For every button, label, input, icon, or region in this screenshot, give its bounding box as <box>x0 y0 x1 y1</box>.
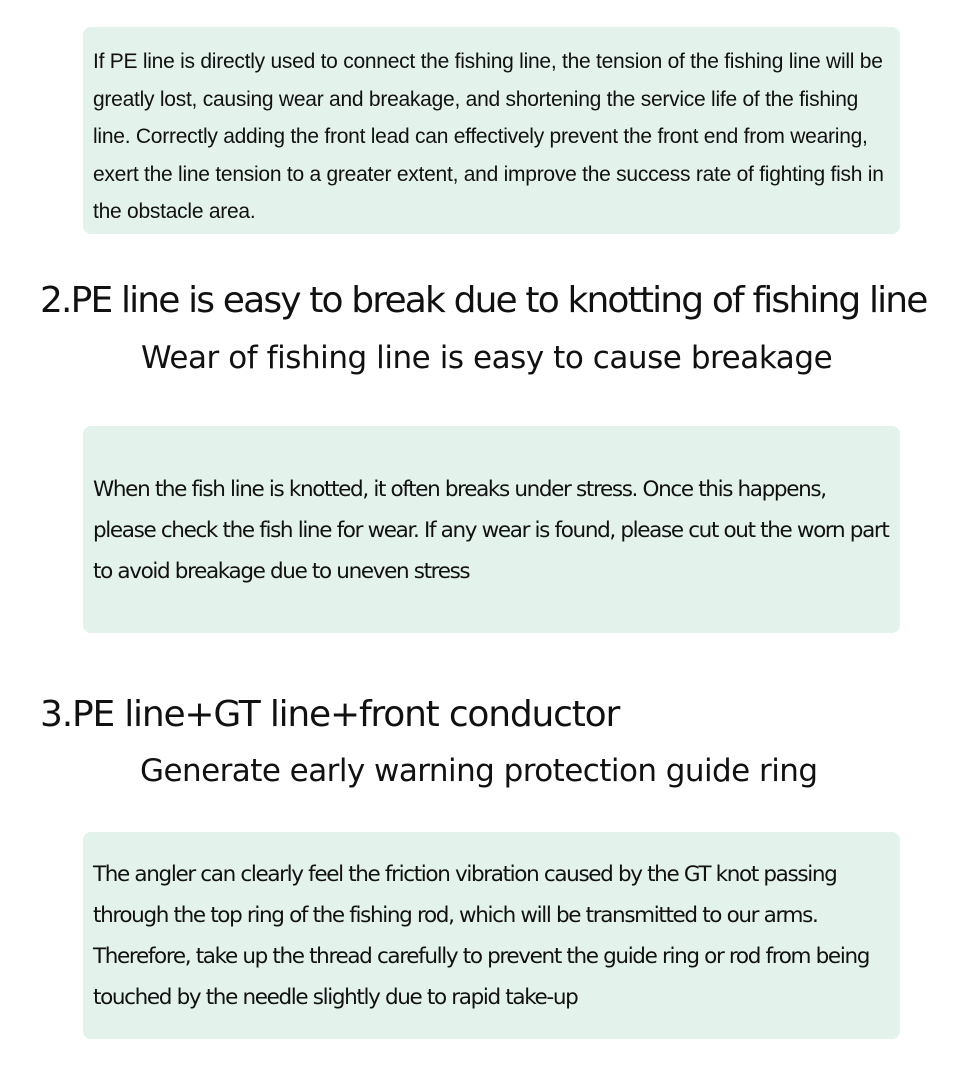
knotting-description: When the fish line is knotted, it often breaks under stress. Once this happens, please check the fish line for wear. If any wear is found, please cut out the worn part to avoid breakage due to uneven stress <box>93 477 889 584</box>
info-box-front-lead <box>83 27 900 234</box>
section-subheading-wear: Wear of fishing line is easy to cause breakage <box>141 340 833 376</box>
info-box-gt-knot <box>83 832 900 1039</box>
gt-knot-description: The angler can clearly feel the friction vibration caused by the GT knot passing through the top ring of the fishing rod, which will be transmitted to our arms. Therefore, take up the thread carefully to prevent the guide ring or rod from being touched by the needle slightly due to rapid take-up <box>93 862 870 1010</box>
front-lead-description: If PE line is directly used to connect the fishing line, the tension of the fishing line will be greatly lost, causing wear and breakage, and shortening the service life of the fishing line. Correctly adding the front lead can effectively prevent the front end from wearing, exert the line tension to a greater extent, and improve the success rate of fighting fish in the obstacle area. <box>93 50 884 223</box>
info-box-knotting <box>83 426 900 633</box>
section-subheading-warning: Generate early warning protection guide ring <box>140 753 818 789</box>
section-heading-gt-line: 3.PE line+GT line+front conductor <box>40 694 620 735</box>
section-heading-knotting: 2.PE line is easy to break due to knotting of fishing line <box>40 280 927 321</box>
